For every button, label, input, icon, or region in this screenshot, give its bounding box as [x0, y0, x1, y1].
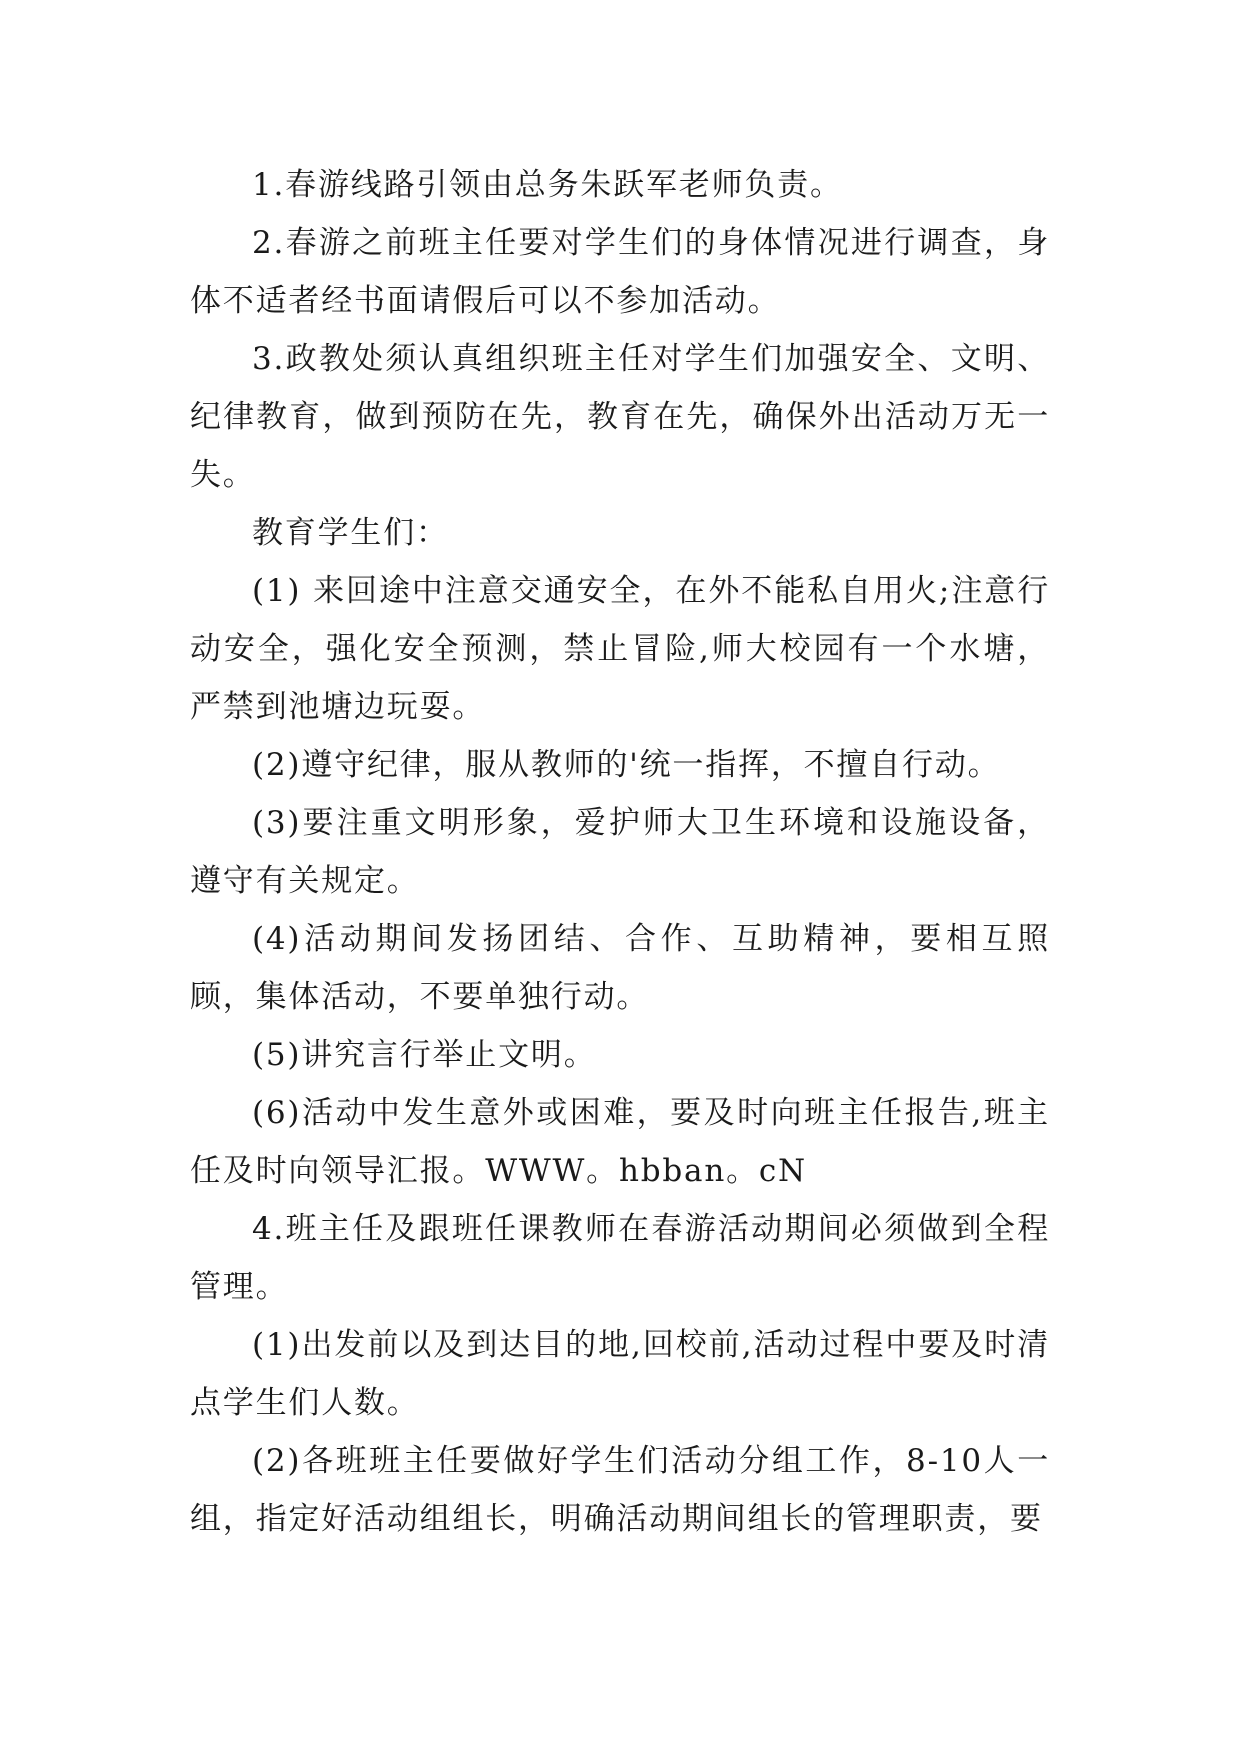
document-body	[190, 156, 1050, 1548]
paragraph-3: 3.政教处须认真组织班主任对学生们加强安全、文明、纪律教育，做到预防在先，教育在先，确保外出活动万无一失。	[190, 341, 1050, 493]
paragraph-item-5: (5)讲究言行举止文明。	[252, 1037, 597, 1073]
paragraph-management-item-1: (1)出发前以及到达目的地,回校前,活动过程中要及时清点学生们人数。	[190, 1327, 1050, 1421]
paragraph-4: 4.班主任及跟班任课教师在春游活动期间必须做到全程管理。	[190, 1211, 1050, 1305]
paragraph-2: 2.春游之前班主任要对学生们的身体情况进行调查，身体不适者经书面请假后可以不参加活动。	[190, 225, 1050, 319]
paragraph-item-6: (6)活动中发生意外或困难，要及时向班主任报告,班主任及时向领导汇报。WWW。hbban。cN	[190, 1095, 1050, 1189]
paragraph-item-1: (1) 来回途中注意交通安全，在外不能私自用火;注意行动安全，强化安全预测，禁止冒险,师大校园有一个水塘，严禁到池塘边玩耍。	[190, 573, 1050, 725]
paragraph-1: 1.春游线路引领由总务朱跃军老师负责。	[252, 167, 843, 203]
paragraph-item-3: (3)要注重文明形象，爱护师大卫生环境和设施设备，遵守有关规定。	[190, 805, 1050, 899]
paragraph-management-item-2: (2)各班班主任要做好学生们活动分组工作，8-10人一组，指定好活动组组长，明确活动期间组长的管理职责，要	[190, 1443, 1050, 1537]
paragraph-item-2: (2)遵守纪律，服从教师的'统一指挥，不擅自行动。	[252, 747, 1001, 783]
paragraph-education-heading: 教育学生们：	[252, 515, 449, 551]
paragraph-item-4: (4)活动期间发扬团结、合作、互助精神，要相互照顾，集体活动，不要单独行动。	[190, 921, 1050, 1015]
